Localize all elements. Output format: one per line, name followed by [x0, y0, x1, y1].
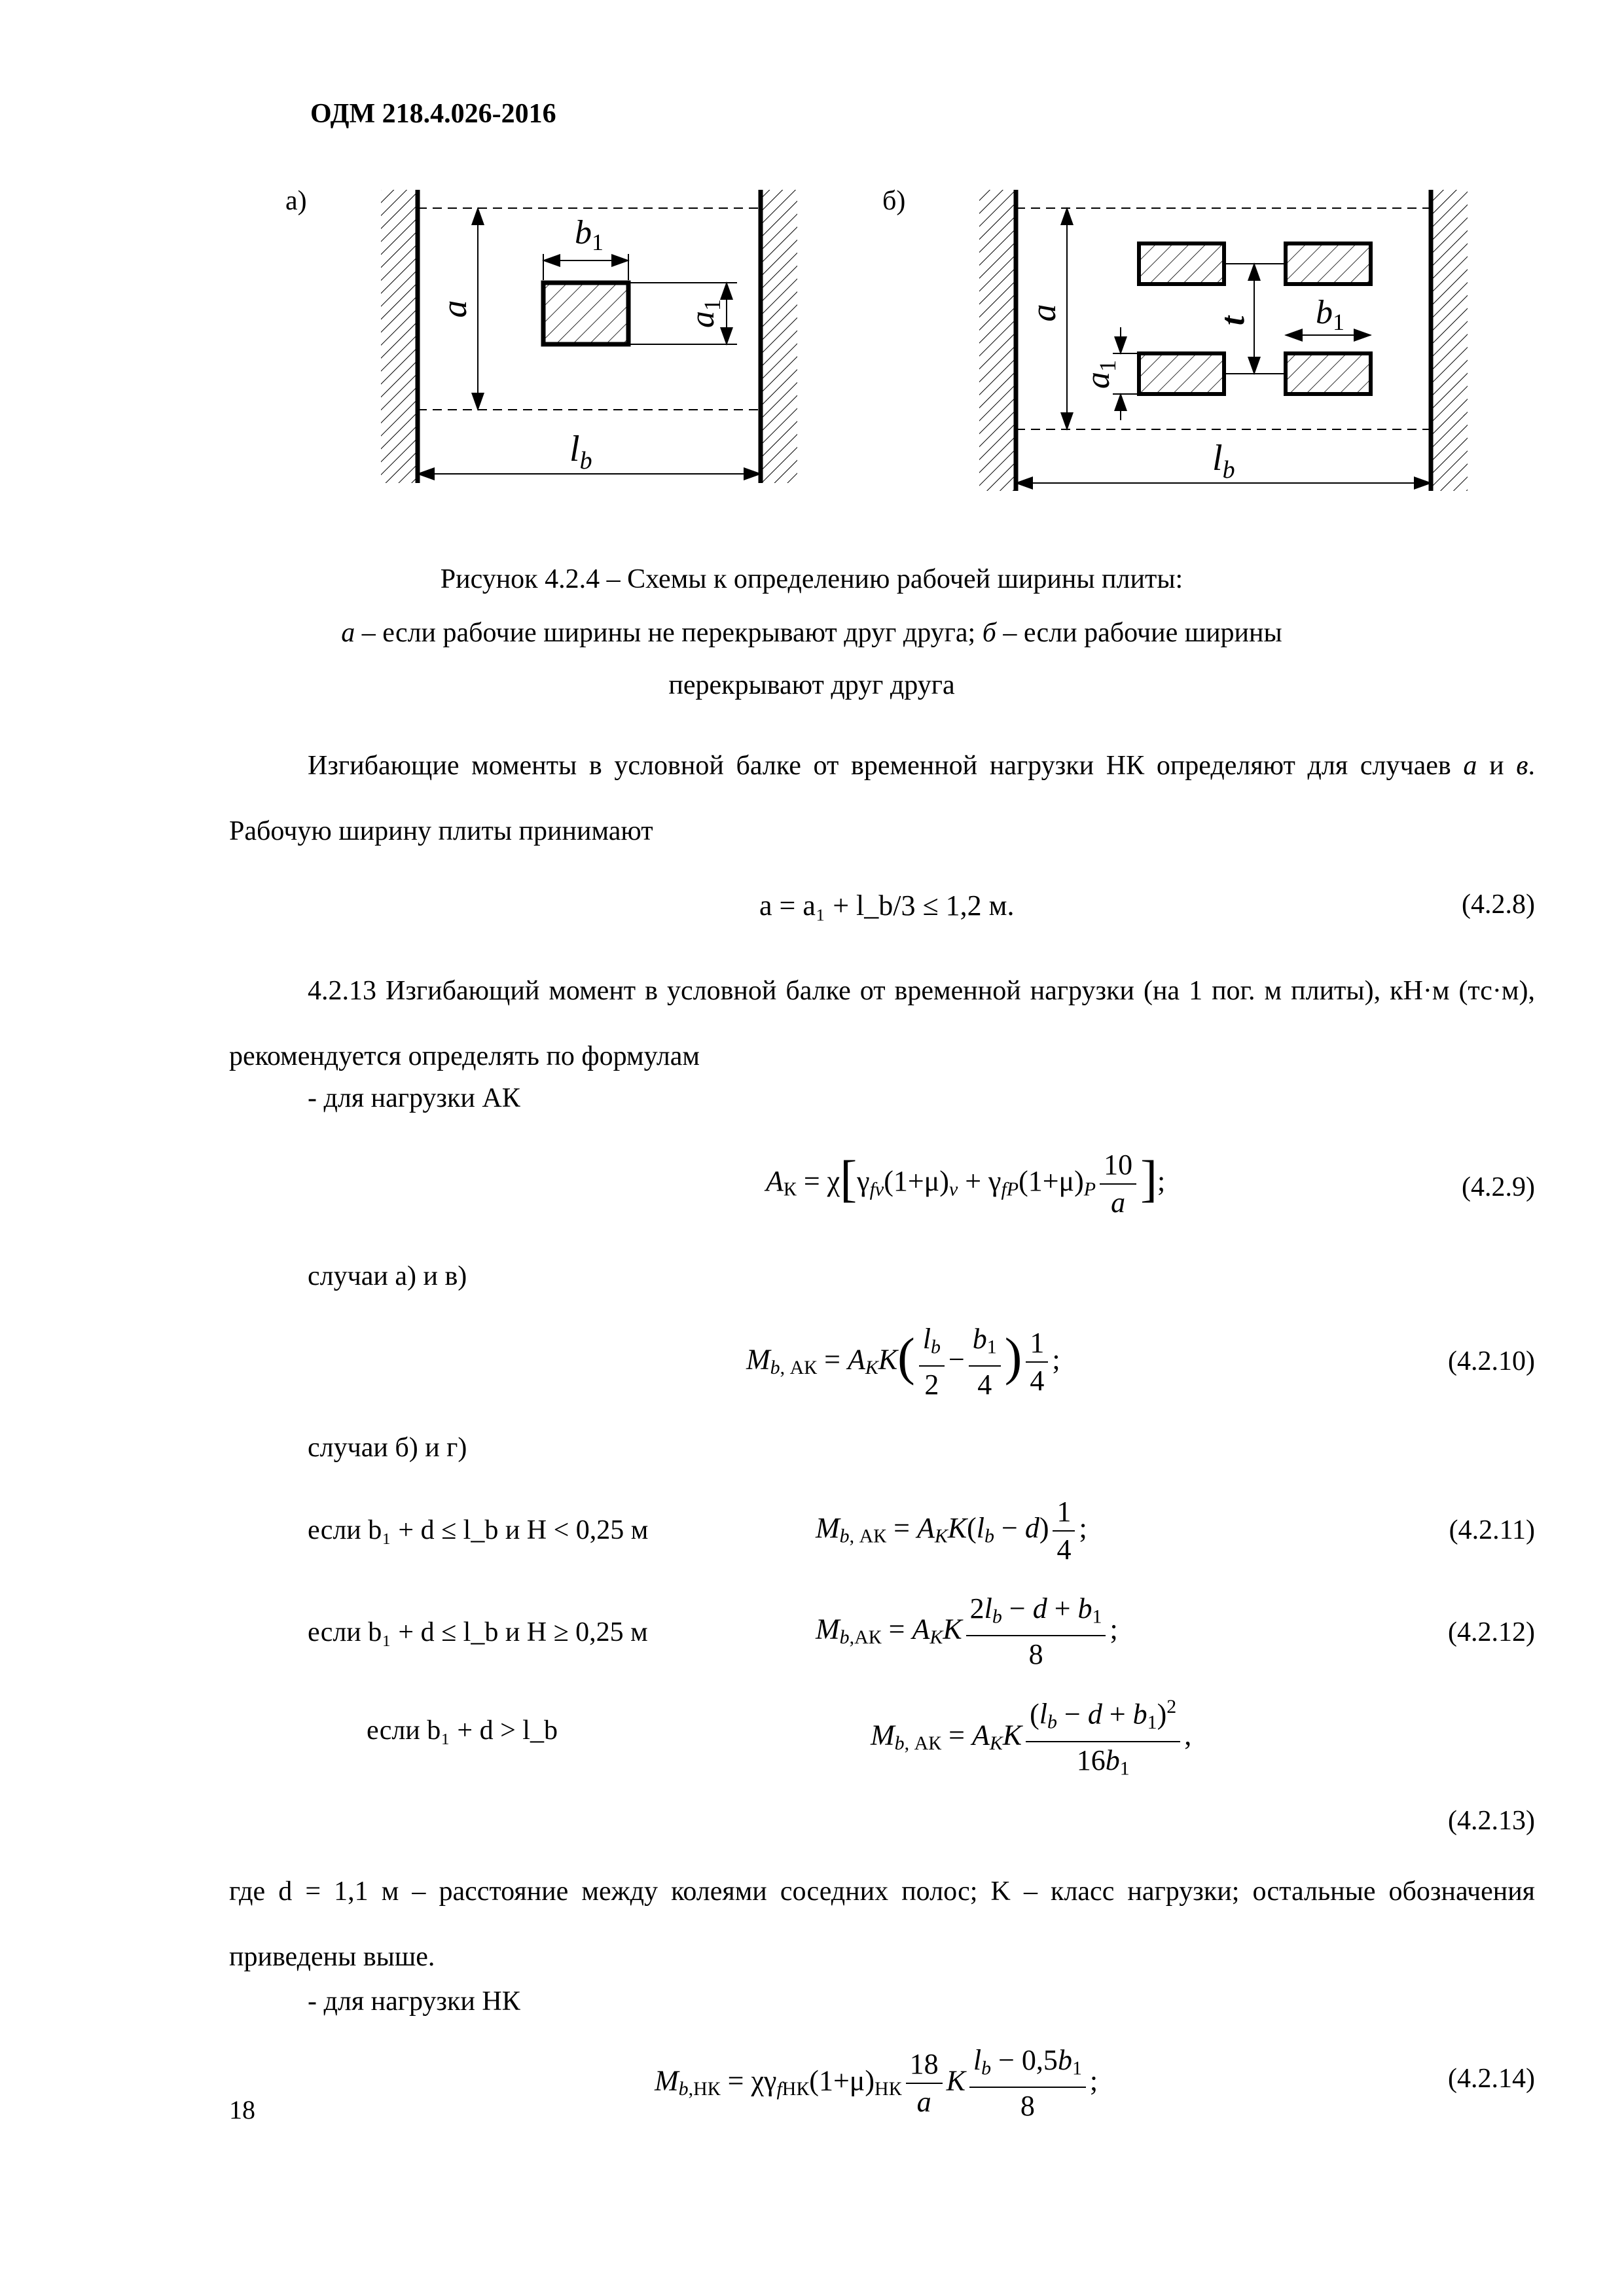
formula-4-2-12: $M_{b,АК} = A_KK$ $\frac{2l_b - d + b_1}{8}$ ;	[816, 1590, 1118, 1673]
formula-number: (4.2.14)	[1448, 2064, 1535, 2094]
wheel-footprint	[1139, 243, 1224, 284]
left-support-hatch	[381, 190, 418, 483]
dim-b1: b1	[575, 214, 604, 255]
dim-lb: $l_b$	[1212, 438, 1235, 484]
left-support-hatch	[979, 190, 1016, 491]
formula-4-2-10: $M_{b, АК} = A_KK$( $\frac{l_b}{2}$ − $\frac{b_1}{4}$ ) $\frac{1}{4}$ ;	[746, 1321, 1060, 1403]
formula-4-2-11: $M_{b, АК} = A_KK(l_b - d)$ $\frac{1}{4}$ ;	[816, 1494, 1087, 1568]
right-support-hatch	[1431, 190, 1468, 491]
dim-t: t	[1214, 315, 1252, 326]
formula-number: (4.2.11)	[1449, 1515, 1535, 1545]
formula-4-2-8: a = a₁ + l_b/3 ≤ 1,2 м.	[759, 889, 1015, 922]
where-paragraph: где d = 1,1 м – расстояние между колеями соседних полос; K – класс нагрузки; остальные обозначения приведены выше.	[229, 1876, 1535, 1972]
ak-load-heading: - для нагрузки АК	[308, 1083, 520, 1113]
paragraph-nk-moments: Изгибающие моменты в условной балке от временной нагрузки НК определяют для случаев а и в. Рабочую ширину плиты принимают	[229, 751, 1535, 846]
figure-caption-line1: Рисунок 4.2.4 – Схемы к определению рабочей ширины плиты:	[440, 564, 1183, 594]
cases-a-v: случаи а) и в)	[308, 1261, 467, 1291]
formula-number: (4.2.8)	[1462, 889, 1535, 920]
wheel-footprint	[1139, 353, 1224, 394]
wheel-footprint	[543, 283, 628, 344]
dim-a: a	[435, 300, 474, 318]
panel-a	[381, 190, 797, 483]
formula-4-2-14: $M_{b,НК} = \chi\gamma_{fНК}(1+\mu)_{НК}$ $\frac{18}{a}$ K $\frac{l_b - 0,5b_1}{8}$ ;	[655, 2042, 1098, 2125]
document-code: ОДМ 218.4.026-2016	[310, 99, 556, 129]
dim-a1: a1	[1079, 360, 1121, 389]
formula-4-2-13: $M_{b, АК} = A_KK$ $\frac{(l_b - d + b_1)^2}{16b_1}$ ,	[871, 1689, 1191, 1787]
dim-a1: a1	[684, 299, 725, 328]
dim-b1: b1	[1316, 294, 1344, 335]
condition-4-2-12: если b₁ + d ≤ l_b и H ≥ 0,25 м	[308, 1617, 648, 1647]
dim-a: a	[1024, 304, 1063, 322]
slab-width-diagram	[0, 0, 1624, 524]
condition-4-2-11: если b₁ + d ≤ l_b и H < 0,25 м	[308, 1515, 649, 1545]
formula-number: (4.2.13)	[1448, 1806, 1535, 1836]
condition-4-2-13: если b₁ + d > l_b	[367, 1715, 558, 1746]
formula-number: (4.2.12)	[1448, 1617, 1535, 1647]
cases-b-g: случаи б) и г)	[308, 1433, 467, 1463]
formula-number: (4.2.9)	[1462, 1172, 1535, 1202]
formula-4-2-9: $A_К = \chi[\gamma_{fv}(1+\mu)_v + \gamma_{fP}(1+\mu)_P$ $\frac{10}{a}$ ];	[766, 1147, 1165, 1221]
wheel-footprint	[1286, 243, 1371, 284]
wheel-footprint	[1286, 353, 1371, 394]
page-number: 18	[229, 2095, 255, 2125]
formula-number: (4.2.10)	[1448, 1346, 1535, 1376]
right-support-hatch	[761, 190, 797, 483]
panel-b	[979, 190, 1468, 491]
panel-b-label: б)	[882, 186, 906, 216]
paragraph-4-2-13: 4.2.13 Изгибающий момент в условной балке от временной нагрузки (на 1 пог. м плиты), кН·м (тс·м), рекомендуется определять по формулам	[229, 976, 1535, 1071]
figure-caption-line3: перекрывают друг друга	[668, 670, 955, 700]
dim-lb: $l_b$	[569, 429, 592, 475]
panel-a-label: а)	[285, 186, 307, 216]
figure-caption-line2: а – если рабочие ширины не перекрывают друг друга; б – если рабочие ширины	[341, 618, 1282, 648]
nk-load-heading: - для нагрузки НК	[308, 1986, 520, 2017]
